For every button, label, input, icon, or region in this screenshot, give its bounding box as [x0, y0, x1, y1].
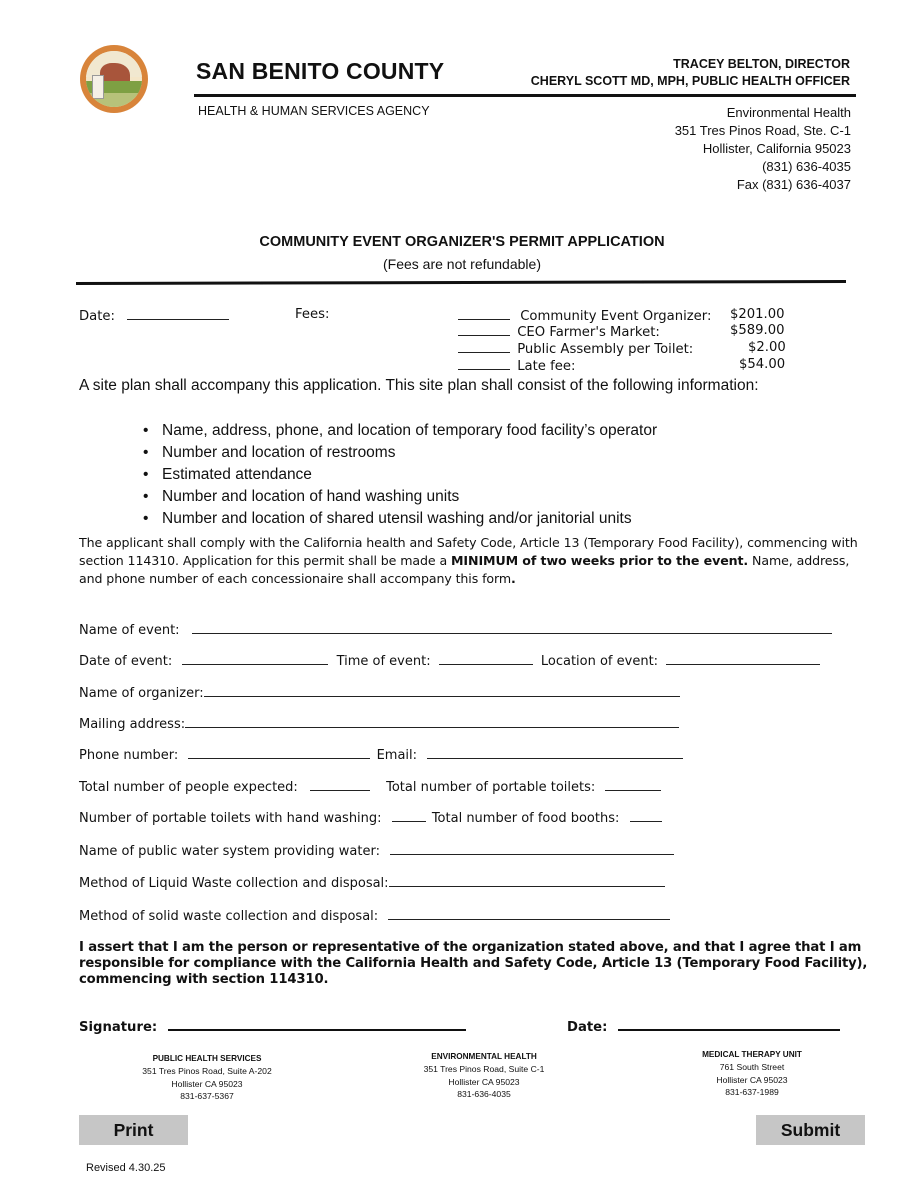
header-divider: [194, 94, 856, 97]
dept-phone: (831) 636-4035: [762, 159, 851, 174]
event-time-input[interactable]: [439, 652, 533, 665]
liquid-waste-input[interactable]: [389, 874, 665, 887]
fees-label: Fees:: [295, 307, 330, 322]
site-plan-list: [140, 420, 657, 530]
office-environmental-health: ENVIRONMENTAL HEALTH 351 Tres Pinos Road, Suite C-1 Hollister CA 95023 831-636-4035: [423, 1052, 545, 1100]
dept-name: Environmental Health: [726, 105, 851, 120]
dept-city: Hollister, California 95023: [702, 141, 851, 156]
email-input[interactable]: [427, 746, 683, 759]
form-subtitle: (Fees are not refundable): [383, 256, 541, 272]
toilets-hand-washing-input[interactable]: [392, 809, 426, 822]
fee-amount: $201.00: [730, 307, 785, 322]
list-item: • Number and location of hand washing units: [140, 486, 657, 508]
fee-item: CEO Farmer's Market:: [458, 323, 660, 340]
assertion-statement: I assert that I am the person or representative of the organization stated above, and that I agree that I am responsible for compliance with the California Health and Safety Code, Article 13 (Temporary Food Facility), commencing with section 114310.: [79, 940, 868, 987]
submit-button[interactable]: Submit: [756, 1115, 865, 1145]
list-item: • Estimated attendance: [140, 464, 657, 486]
date-label: Date:: [79, 309, 115, 324]
department-address: [675, 104, 851, 194]
revision-date: Revised 4.30.25: [86, 1162, 166, 1174]
list-item: • Name, address, phone, and location of temporary food facility’s operator: [140, 420, 657, 442]
officials: [531, 56, 850, 90]
fee-amount: $54.00: [739, 357, 786, 372]
title-divider: [76, 280, 846, 285]
phone-input[interactable]: [188, 746, 370, 759]
list-item: • Number and location of restrooms: [140, 442, 657, 464]
list-item: • Number and location of shared utensil washing and/or janitorial units: [140, 508, 657, 530]
dept-street: 351 Tres Pinos Road, Ste. C-1: [674, 123, 851, 138]
water-system-input[interactable]: [390, 842, 674, 855]
office-medical-therapy: MEDICAL THERAPY UNIT 761 South Street Hollister CA 95023 831-637-1989: [702, 1050, 802, 1098]
fee-check-input[interactable]: [458, 323, 510, 336]
signature-date-input[interactable]: [618, 1017, 840, 1031]
fee-check-input[interactable]: [458, 307, 510, 320]
print-button[interactable]: Print: [79, 1115, 188, 1145]
contact-row: Phone number: Email:: [79, 746, 683, 763]
people-expected-input[interactable]: [310, 778, 370, 791]
event-date-input[interactable]: [182, 652, 328, 665]
signature-row: Signature:: [79, 1017, 466, 1035]
solid-waste-row: Method of solid waste collection and disposal:: [79, 907, 670, 924]
fee-amount: $589.00: [730, 323, 785, 338]
fee-amount: $2.00: [748, 340, 786, 355]
food-booths-input[interactable]: [630, 809, 662, 822]
event-location-input[interactable]: [666, 652, 820, 665]
water-row: Name of public water system providing water:: [79, 842, 674, 859]
event-details-row: Date of event: Time of event: Location of event:: [79, 652, 820, 669]
fee-check-input[interactable]: [458, 357, 510, 370]
site-plan-intro: A site plan shall accompany this application. This site plan shall consist of the following information:: [79, 377, 759, 394]
office-public-health: PUBLIC HEALTH SERVICES 351 Tres Pinos Road, Suite A-202 Hollister CA 95023 831-637-5367: [142, 1054, 272, 1102]
fee-item: Late fee:: [458, 357, 575, 374]
county-seal-icon: [80, 45, 148, 113]
mailing-row: Mailing address:: [79, 715, 679, 732]
counts-row: Total number of people expected: Total number of portable toilets:: [79, 778, 661, 795]
signature-date-row: Date:: [567, 1017, 840, 1035]
solid-waste-input[interactable]: [388, 907, 670, 920]
form-title: COMMUNITY EVENT ORGANIZER'S PERMIT APPLICATION: [259, 234, 665, 250]
portable-toilets-input[interactable]: [605, 778, 661, 791]
compliance-paragraph: The applicant shall comply with the California health and Safety Code, Article 13 (Temporary Food Facility), commencing with section 114310. Application for this permit shall be made a MINIMUM of two weeks prior to the event. Name, address, and phone number of each concessionaire shall accompany this form.: [79, 535, 858, 586]
dept-fax: Fax (831) 636-4037: [736, 177, 851, 192]
director: TRACEY BELTON, DIRECTOR: [673, 57, 850, 71]
mailing-address-input[interactable]: [185, 715, 679, 728]
date-row: [79, 307, 229, 324]
liquid-waste-row: Method of Liquid Waste collection and disposal:: [79, 874, 665, 891]
deadline-emphasis: MINIMUM of two weeks prior to the event.: [450, 553, 749, 568]
organizer-row: Name of organizer:: [79, 684, 680, 701]
fee-item: Community Event Organizer:: [458, 307, 711, 324]
signature-input[interactable]: [168, 1017, 466, 1031]
county-name: SAN BENITO COUNTY: [196, 58, 445, 84]
agency-name: HEALTH & HUMAN SERVICES AGENCY: [198, 104, 430, 118]
health-officer: CHERYL SCOTT MD, MPH, PUBLIC HEALTH OFFICER: [530, 74, 850, 88]
event-name-input[interactable]: [192, 621, 832, 634]
date-input[interactable]: [127, 307, 229, 320]
fee-check-input[interactable]: [458, 340, 510, 353]
fee-item: Public Assembly per Toilet:: [458, 340, 693, 357]
event-name-row: Name of event:: [79, 621, 832, 638]
booths-row: Number of portable toilets with hand washing: Total number of food booths:: [79, 809, 662, 826]
organizer-name-input[interactable]: [204, 684, 680, 697]
